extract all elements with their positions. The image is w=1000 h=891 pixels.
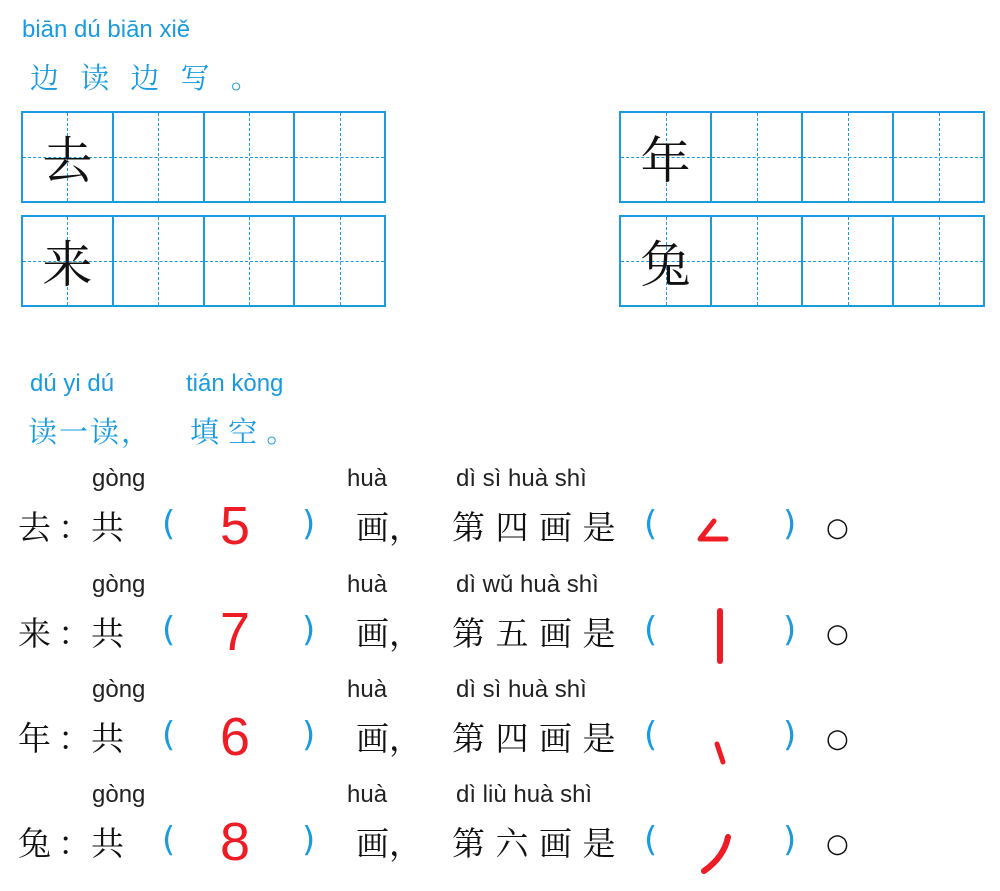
grid-cell-blank[interactable]	[112, 113, 203, 201]
stroke-pie-icon[interactable]	[690, 815, 750, 875]
stroke-order-text: 第 四 画 是	[452, 719, 616, 758]
period-mark: ○	[826, 513, 849, 543]
hua-comma-text: 画，	[356, 508, 422, 547]
grid-cell-blank[interactable]	[203, 217, 294, 305]
close-paren: )	[783, 715, 797, 755]
pinyin-order: dì sì huà shì	[456, 465, 587, 492]
hua-comma-text: 画，	[356, 824, 422, 863]
pinyin-hua: huà	[347, 571, 388, 598]
model-char: 去	[42, 132, 93, 190]
colon-gong-text: ：共	[58, 508, 124, 547]
colon-gong-text: ：共	[58, 719, 124, 758]
close-paren: )	[783, 820, 797, 860]
question-char: 去	[18, 508, 51, 547]
section1-title: 边 读 边 写 。	[30, 61, 266, 95]
open-paren: (	[162, 715, 176, 755]
question-char: 来	[18, 614, 51, 653]
grid-cell-blank[interactable]	[710, 217, 801, 305]
grid-cell-model	[621, 217, 710, 305]
open-paren: (	[162, 820, 176, 860]
section2-title-b: 填 空 。	[190, 415, 296, 449]
grid-cell-model	[23, 217, 112, 305]
pinyin-hua: huà	[347, 465, 388, 492]
model-char: 来	[42, 236, 93, 294]
period-mark: ○	[826, 829, 849, 859]
question-row-1	[0, 465, 1000, 575]
grid-cell-blank[interactable]	[801, 217, 892, 305]
stroke-order-text: 第 四 画 是	[452, 508, 616, 547]
period-mark: ○	[826, 724, 849, 754]
stroke-shu-icon[interactable]	[690, 605, 750, 665]
pinyin-hua: huà	[347, 676, 388, 703]
section2-pinyin-b: tián kòng	[186, 370, 284, 397]
section2-pinyin-a: dú yi dú	[30, 370, 115, 397]
open-paren: (	[644, 610, 658, 650]
grid-cell-blank[interactable]	[203, 113, 294, 201]
pinyin-gong: gòng	[92, 781, 146, 808]
grid-cell-blank[interactable]	[892, 113, 983, 201]
open-paren: (	[162, 504, 176, 544]
hua-comma-text: 画，	[356, 614, 422, 653]
grid-cell-blank[interactable]	[293, 113, 384, 201]
pinyin-hua: huà	[347, 781, 388, 808]
open-paren: (	[162, 610, 176, 650]
pinyin-gong: gòng	[92, 571, 146, 598]
section2-title-a: 读一读，	[28, 415, 153, 449]
model-char: 年	[640, 132, 691, 190]
writing-grid-qu	[21, 111, 386, 203]
open-paren: (	[644, 820, 658, 860]
hua-comma-text: 画，	[356, 719, 422, 758]
question-char: 兔	[18, 824, 51, 863]
close-paren: )	[302, 504, 316, 544]
open-paren: (	[644, 715, 658, 755]
colon-gong-text: ：共	[58, 614, 124, 653]
writing-grid-lai	[21, 215, 386, 307]
stroke-count-answer[interactable]: 6	[220, 707, 251, 767]
grid-cell-model	[621, 113, 710, 201]
close-paren: )	[302, 715, 316, 755]
grid-cell-model	[23, 113, 112, 201]
stroke-order-text: 第 六 画 是	[452, 824, 616, 863]
stroke-count-answer[interactable]: 8	[220, 812, 251, 872]
close-paren: )	[302, 610, 316, 650]
question-row-3	[0, 676, 1000, 786]
question-row-2	[0, 571, 1000, 681]
grid-cell-blank[interactable]	[293, 217, 384, 305]
grid-cell-blank[interactable]	[710, 113, 801, 201]
colon-gong-text: ：共	[58, 824, 124, 863]
close-paren: )	[783, 504, 797, 544]
pinyin-gong: gòng	[92, 465, 146, 492]
question-row-4	[0, 781, 1000, 891]
question-char: 年	[18, 719, 51, 758]
pinyin-gong: gòng	[92, 676, 146, 703]
stroke-order-text: 第 五 画 是	[452, 614, 616, 653]
stroke-dian-icon[interactable]	[690, 710, 750, 770]
pinyin-order: dì sì huà shì	[456, 676, 587, 703]
grid-cell-blank[interactable]	[892, 217, 983, 305]
stroke-piezhe-icon[interactable]	[690, 499, 750, 559]
writing-grid-tu	[619, 215, 985, 307]
grid-cell-blank[interactable]	[801, 113, 892, 201]
stroke-count-answer[interactable]: 5	[220, 496, 251, 556]
pinyin-order: dì liù huà shì	[456, 781, 593, 808]
pinyin-order: dì wǔ huà shì	[456, 571, 599, 598]
close-paren: )	[302, 820, 316, 860]
stroke-count-answer[interactable]: 7	[220, 602, 251, 662]
close-paren: )	[783, 610, 797, 650]
open-paren: (	[644, 504, 658, 544]
period-mark: ○	[826, 619, 849, 649]
writing-grid-nian	[619, 111, 985, 203]
section1-pinyin: biān dú biān xiě	[22, 16, 191, 43]
model-char: 兔	[640, 236, 691, 294]
grid-cell-blank[interactable]	[112, 217, 203, 305]
